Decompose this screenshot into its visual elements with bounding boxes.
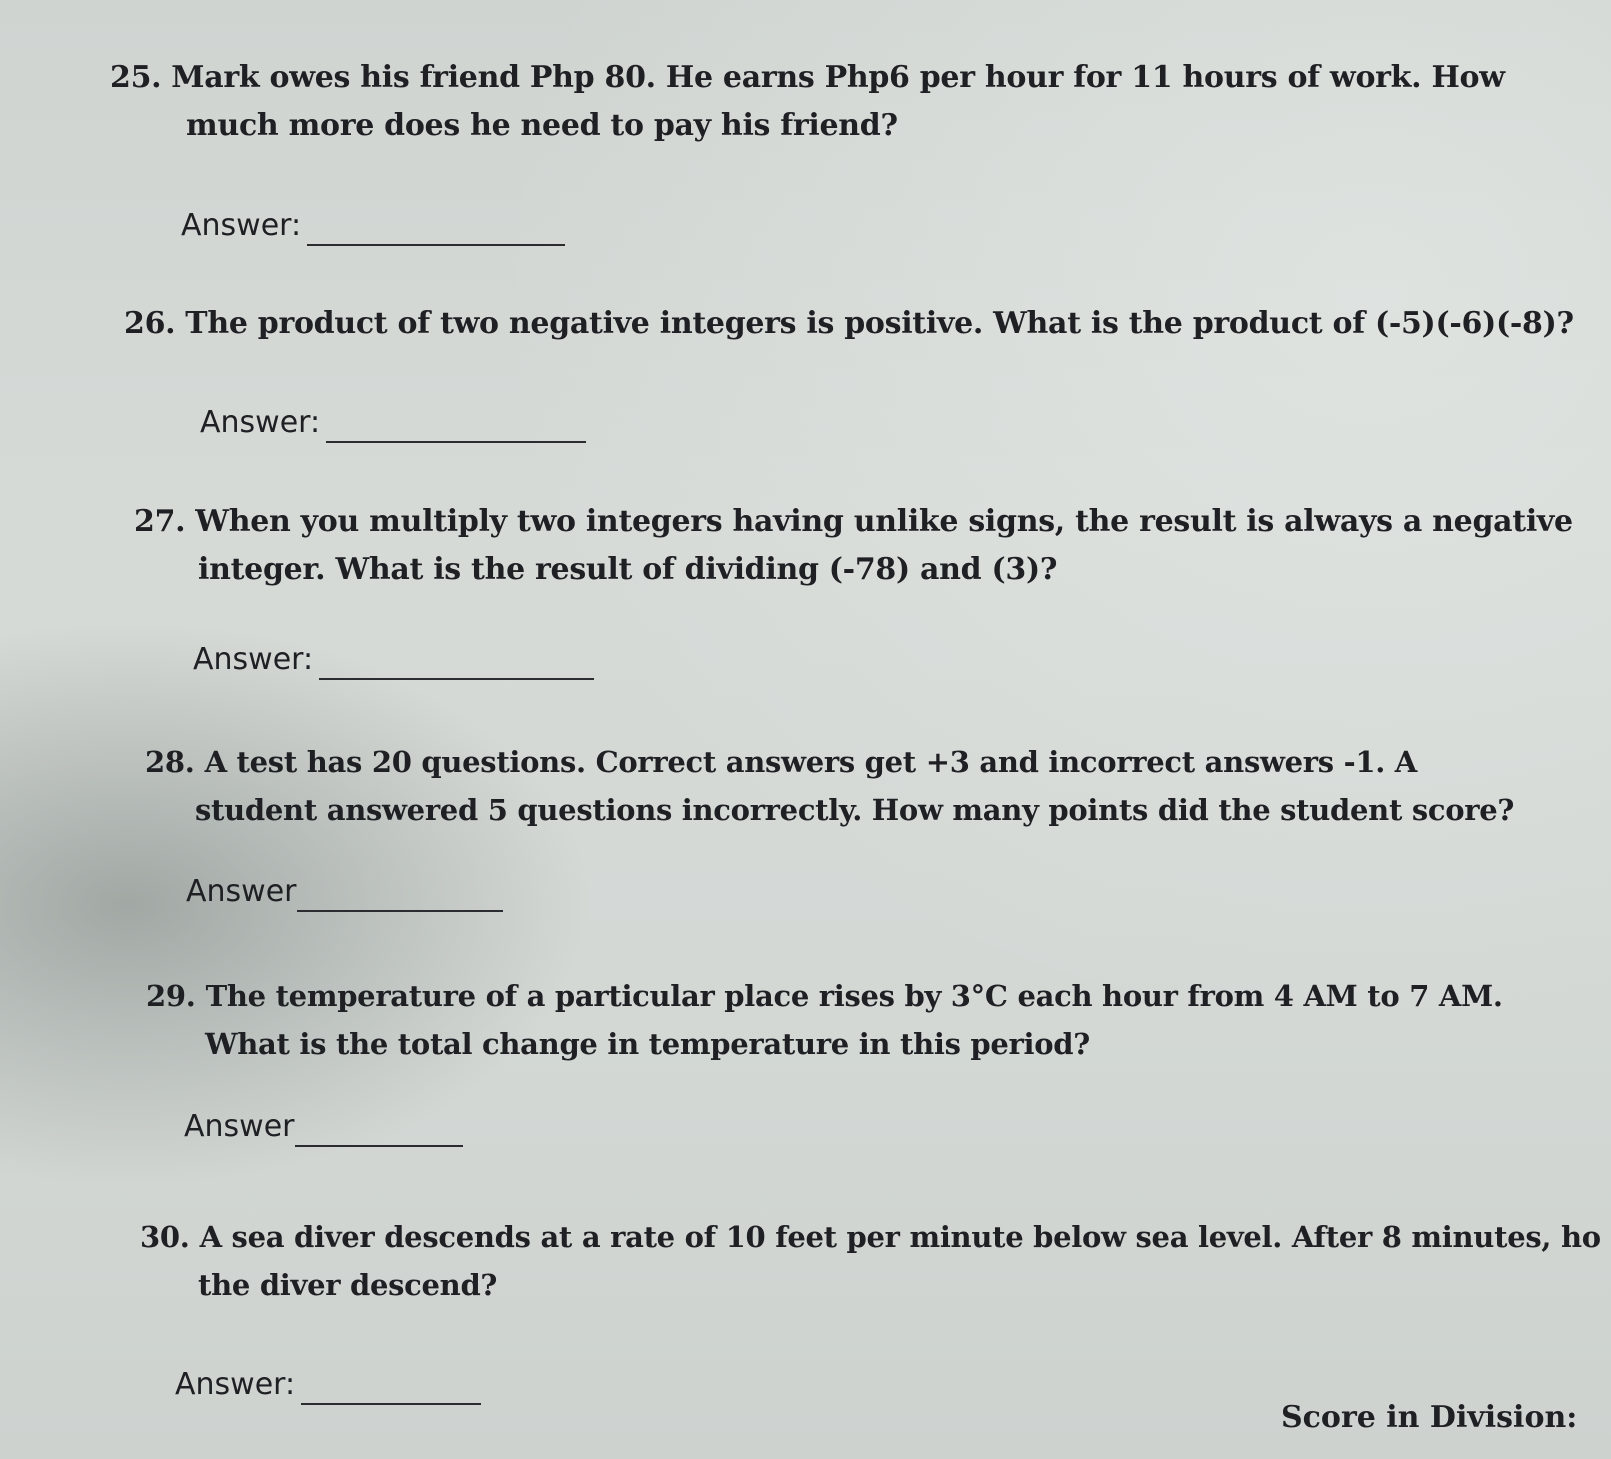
question-27: [134, 498, 1573, 594]
question-text-line1: When you multiply two integers having unlike signs, the result is always a negative: [195, 504, 1573, 539]
question-text-line1: Mark owes his friend Php 80. He earns Php6 per hour for 11 hours of work. How: [171, 60, 1505, 95]
question-30: [140, 1213, 1601, 1309]
question-26: [124, 300, 1574, 348]
question-25: [110, 54, 1505, 150]
answer-line-30: [175, 1365, 481, 1405]
question-number: 28.: [145, 745, 195, 779]
question-text-line1: The temperature of a particular place rises by 3°C each hour from 4 AM to 7 AM.: [205, 979, 1503, 1013]
question-number: 26.: [124, 306, 176, 341]
score-in-division-label: Score in Division:: [1281, 1400, 1578, 1435]
answer-blank[interactable]: [297, 880, 503, 912]
answer-label: Answer:: [175, 1367, 296, 1402]
question-28: [145, 738, 1514, 834]
answer-label: Answer:: [200, 405, 321, 440]
question-text-line1: The product of two negative integers is positive. What is the product of (-5)(-6)(-8)?: [185, 306, 1574, 341]
answer-label: Answer: [186, 874, 297, 909]
question-number: 30.: [140, 1220, 190, 1254]
question-text-line2: What is the total change in temperature in this period?: [205, 1027, 1090, 1061]
answer-line-28: [186, 872, 503, 912]
answer-label: Answer:: [181, 208, 302, 243]
answer-line-27: [193, 640, 594, 680]
answer-blank[interactable]: [326, 411, 586, 443]
question-number: 25.: [110, 60, 162, 95]
answer-blank[interactable]: [307, 214, 565, 246]
answer-line-29: [184, 1107, 463, 1147]
answer-line-25: [181, 206, 565, 246]
question-number: 27.: [134, 504, 186, 539]
question-text-line1: A sea diver descends at a rate of 10 feet per minute below sea level. After 8 minutes, ho: [199, 1220, 1601, 1254]
answer-blank[interactable]: [295, 1115, 463, 1147]
question-text-line2: integer. What is the result of dividing (-78) and (3)?: [198, 552, 1058, 587]
answer-blank[interactable]: [319, 648, 594, 680]
answer-label: Answer: [184, 1109, 295, 1144]
question-text-line1: A test has 20 questions. Correct answers get +3 and incorrect answers -1. A: [204, 745, 1417, 779]
question-text-line2: much more does he need to pay his friend?: [186, 108, 898, 143]
answer-blank[interactable]: [301, 1373, 481, 1405]
question-29: [146, 972, 1503, 1068]
question-text-line2: the diver descend?: [198, 1268, 498, 1302]
question-number: 29.: [146, 979, 196, 1013]
answer-label: Answer:: [193, 642, 314, 677]
question-text-line2: student answered 5 questions incorrectly. How many points did the student score?: [195, 793, 1515, 827]
answer-line-26: [200, 403, 586, 443]
